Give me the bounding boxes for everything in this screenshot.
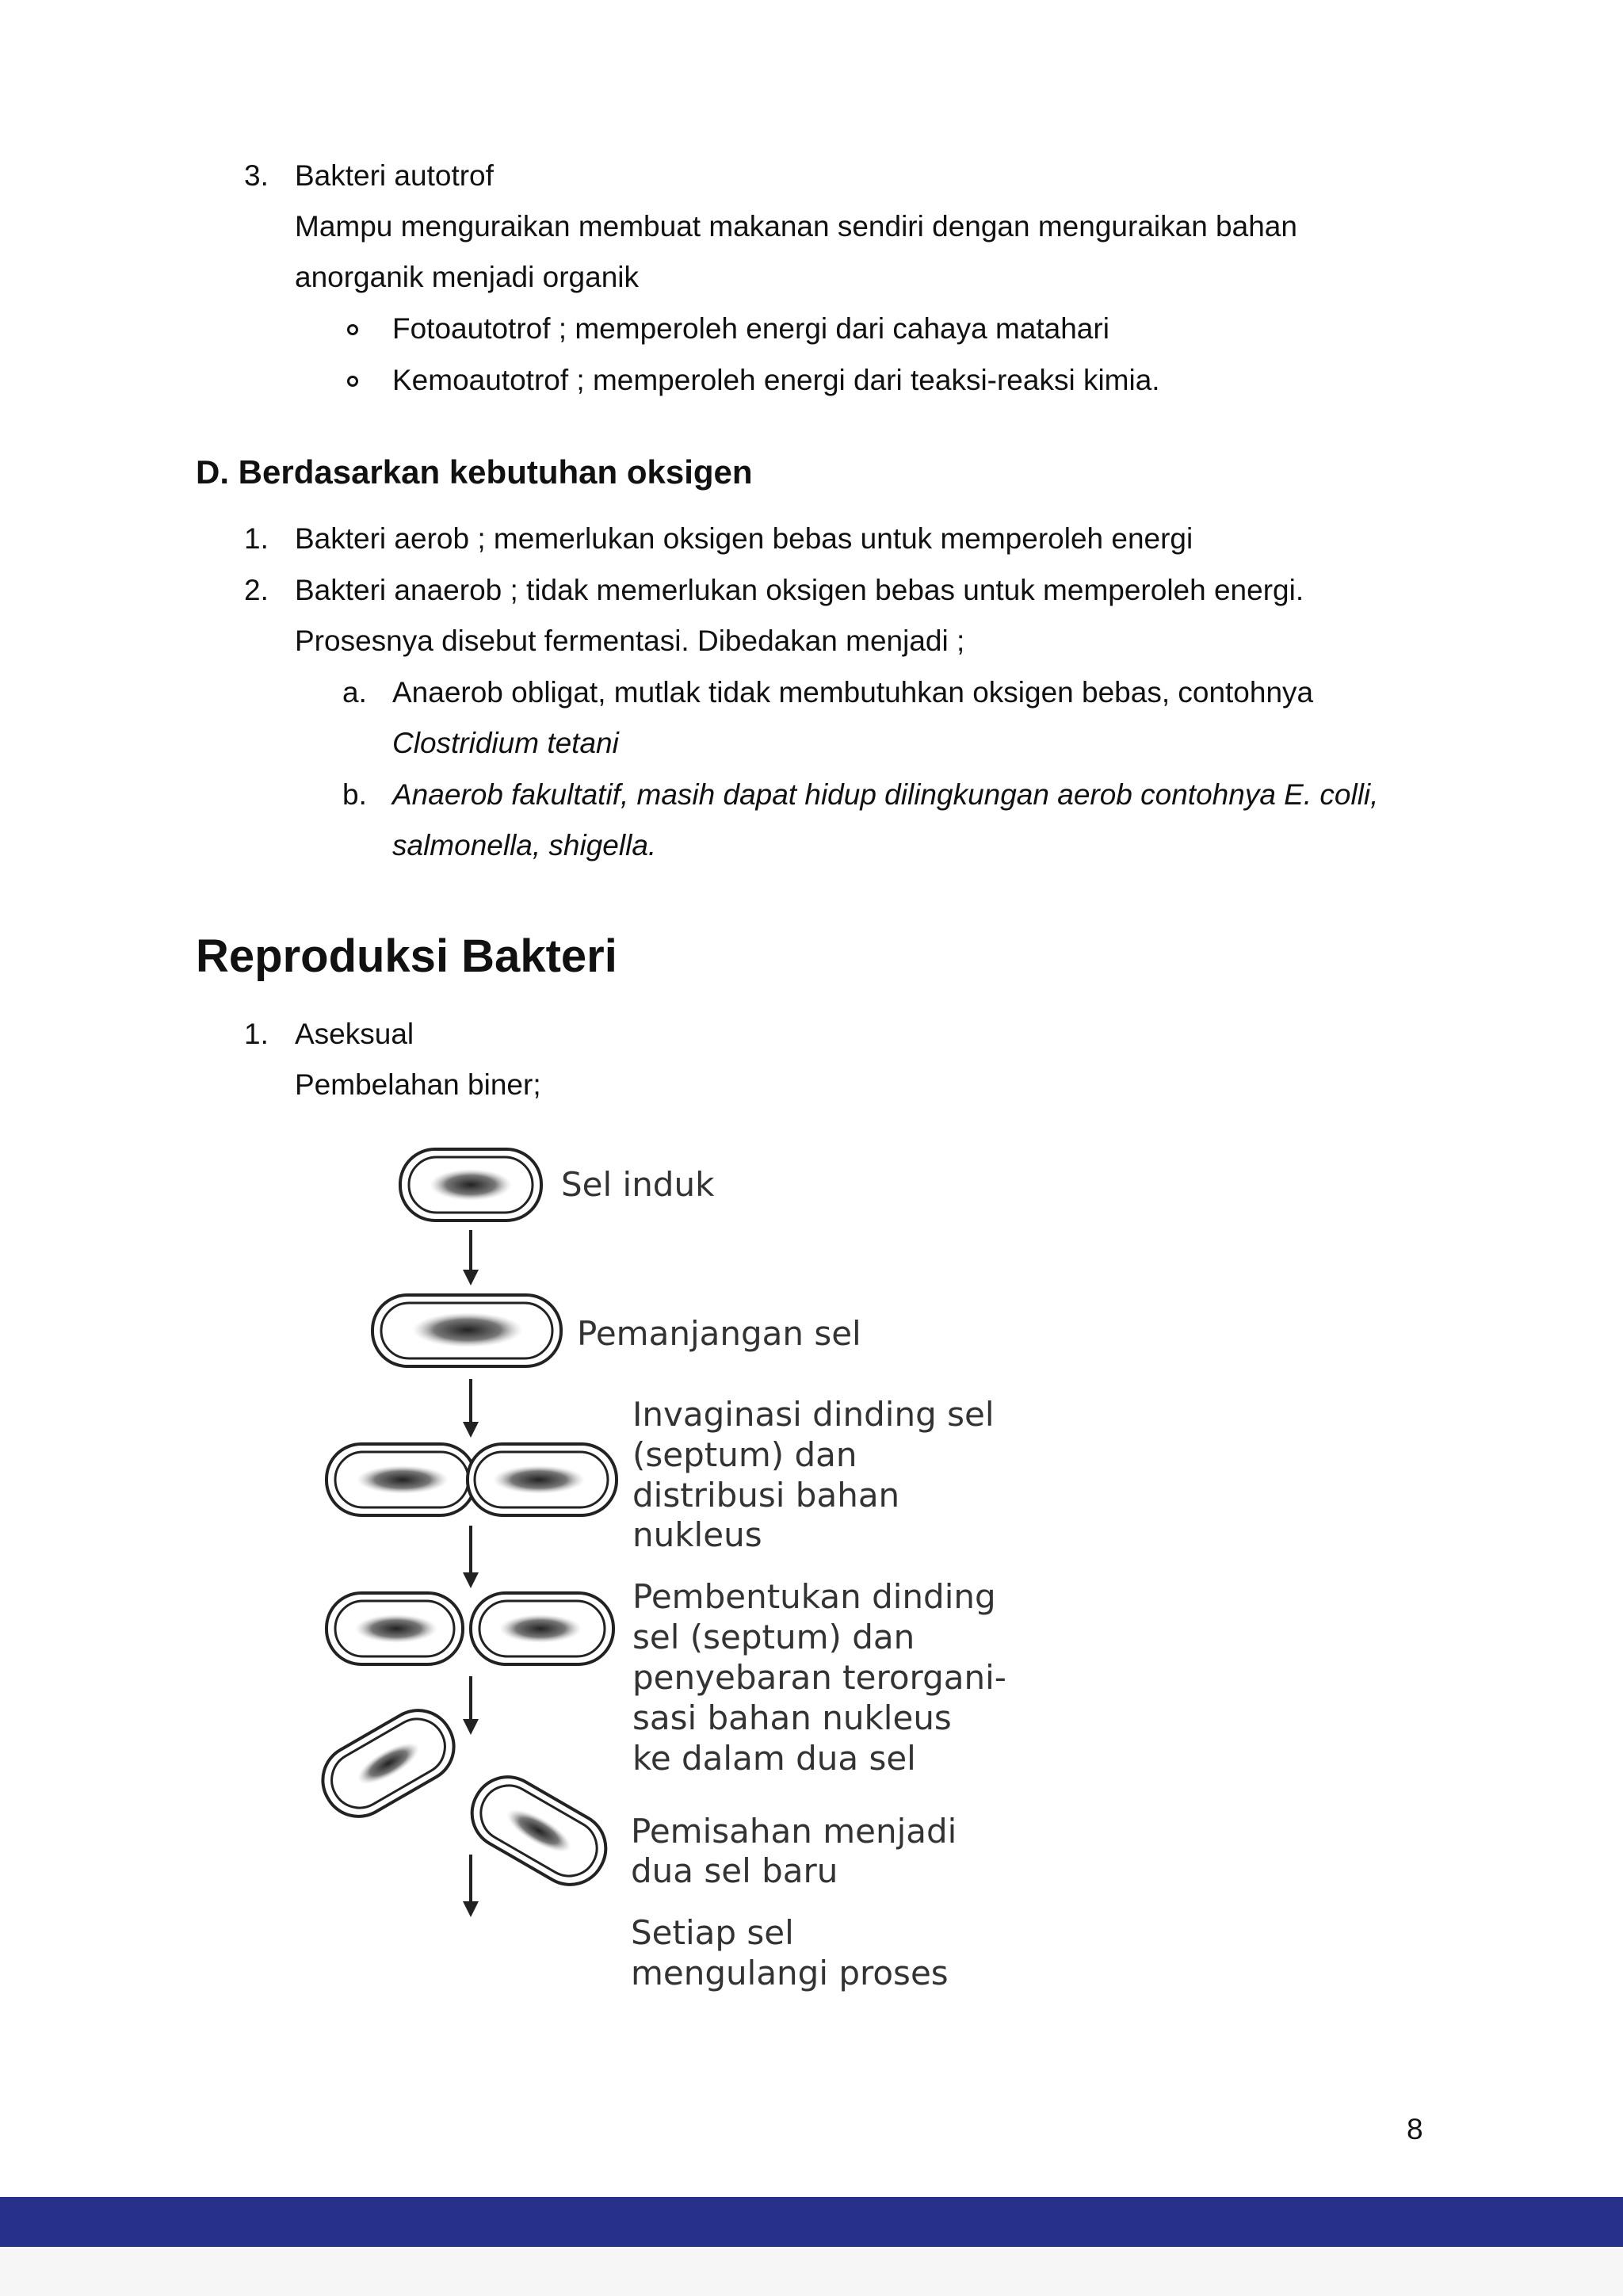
sub-list-item: Anaerob obligat, mutlak tidak membutuhkan oksigen bebas, contohnya (392, 676, 1314, 709)
list-number: 1. (244, 1018, 269, 1050)
arrow-down-icon (463, 1676, 479, 1735)
diagram-label-pembentukan: penyebaran terorgani- (632, 1658, 1006, 1697)
daughter-cell-right (460, 1764, 619, 1897)
circle-bullet-icon (347, 376, 358, 387)
diagram-label-pembentukan: sel (septum) dan (632, 1618, 915, 1656)
parent-cell (400, 1149, 541, 1221)
list-item: Bakteri anaerob ; tidak memerlukan oksigen bebas untuk memperoleh energi. (295, 574, 1304, 606)
list-number: 2. (244, 574, 269, 606)
footer-bar (0, 2197, 1623, 2247)
list-item: Bakteri aerob ; memerlukan oksigen bebas untuk memperoleh energi (295, 522, 1193, 555)
diagram-label-invaginasi: distribusi bahan (632, 1476, 900, 1515)
arrow-down-icon (463, 1855, 479, 1917)
diagram-label-invaginasi: (septum) dan (632, 1435, 857, 1474)
bullet-item: Fotoautotrof ; memperoleh energi dari cahaya matahari (392, 312, 1109, 345)
diagram-label-pemisahan: dua sel baru (631, 1851, 838, 1890)
sub-list-letter: a. (342, 676, 367, 709)
diagram-label-pemanjangan: Pemanjangan sel (577, 1314, 861, 1353)
list-number: 3. (244, 159, 269, 192)
list-item: Prosesnya disebut fermentasi. Dibedakan menjadi ; (295, 625, 965, 657)
list-item-title: Aseksual (295, 1018, 414, 1050)
septum-formed-cells (327, 1593, 613, 1664)
section-heading: D. Berdasarkan kebutuhan oksigen (196, 453, 753, 491)
diagram-label-pemisahan: Pemisahan menjadi (631, 1812, 957, 1851)
sub-list-item: salmonella, shigella. (392, 829, 657, 861)
bullet-item: Kemoautotrof ; memperoleh energi dari teaksi-reaksi kimia. (392, 364, 1160, 396)
diagram-label-invaginasi: Invaginasi dinding sel (632, 1395, 995, 1434)
page-number: 8 (1407, 2113, 1423, 2145)
diagram-label-pembentukan: sasi bahan nukleus (632, 1698, 952, 1737)
elongated-cell (372, 1295, 561, 1366)
circle-bullet-icon (347, 324, 358, 335)
arrow-down-icon (463, 1379, 479, 1438)
arrow-down-icon (463, 1230, 479, 1286)
diagram-label-sel-induk: Sel induk (561, 1165, 715, 1204)
list-item-title: Bakteri autotrof (295, 159, 494, 192)
diagram-label-setiap-sel: Setiap sel (631, 1913, 794, 1952)
footer-strip (0, 2247, 1623, 2296)
binary-fission-diagram (309, 1133, 1006, 2009)
diagram-label-invaginasi: nukleus (632, 1515, 762, 1554)
list-item-description: Pembelahan biner; (295, 1068, 541, 1101)
list-item-description: anorganik menjadi organik (295, 261, 639, 293)
arrow-down-icon (463, 1526, 479, 1588)
page-heading: Reproduksi Bakteri (196, 930, 617, 982)
daughter-cell-left (310, 1698, 466, 1829)
diagram-label-pembentukan: Pembentukan dinding (632, 1577, 996, 1616)
sub-list-item: Clostridium tetani (392, 727, 619, 759)
invaginating-cell (327, 1444, 617, 1515)
sub-list-letter: b. (342, 778, 367, 811)
sub-list-item: Anaerob fakultatif, masih dapat hidup dilingkungan aerob contohnya E. colli, (392, 778, 1379, 811)
diagram-label-pembentukan: ke dalam dua sel (632, 1739, 916, 1778)
list-item-description: Mampu menguraikan membuat makanan sendiri dengan menguraikan bahan (295, 210, 1297, 243)
list-number: 1. (244, 522, 269, 555)
diagram-label-setiap-sel: mengulangi proses (631, 1954, 949, 1992)
